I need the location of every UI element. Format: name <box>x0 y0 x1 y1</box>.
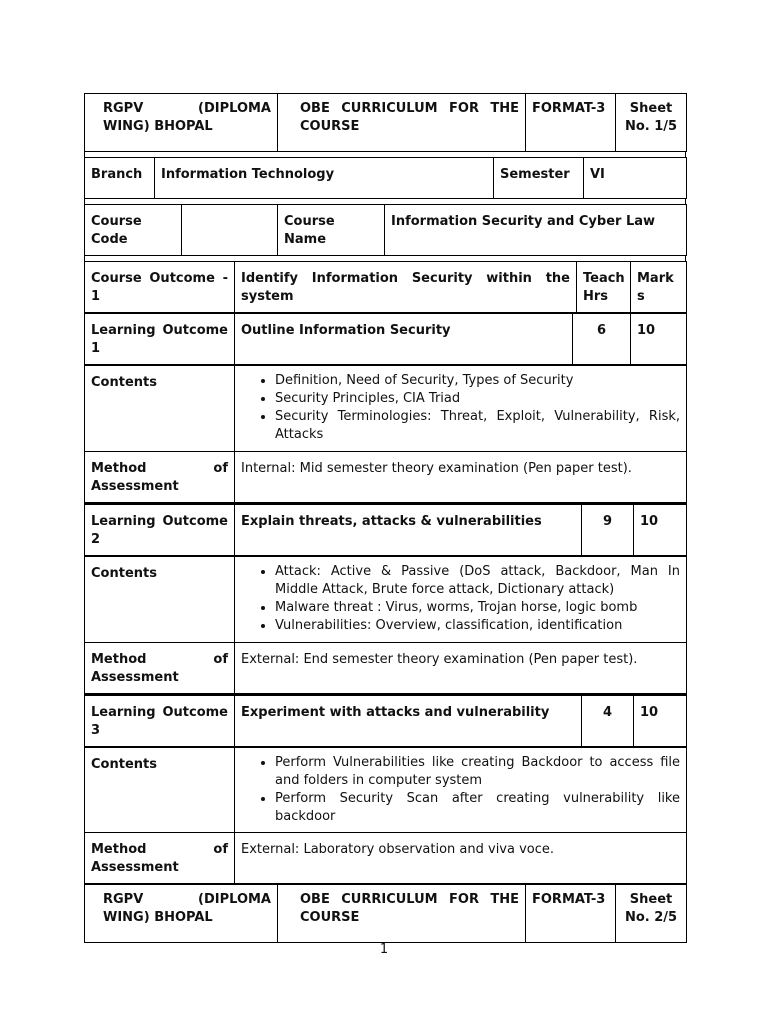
method-label-text: Method of Assessment <box>91 461 228 494</box>
lo2-contents-table <box>84 556 687 694</box>
course-outcome-table <box>84 261 687 313</box>
lo3-contents-label: Contents <box>85 748 235 833</box>
lo3-method-label <box>85 833 235 884</box>
course-name-label: Course Name <box>278 205 385 256</box>
header-table-2 <box>84 884 687 943</box>
lo2-method-value: External: End semester theory examination (Pen paper test). <box>235 643 687 694</box>
lo2-label: Learning Outcome 2 <box>85 504 235 556</box>
lo3-title: Experiment with attacks and vulnerability <box>235 695 582 747</box>
lo2-title: Explain threats, attacks & vulnerabilities <box>235 504 582 556</box>
lo1-title: Outline Information Security <box>235 314 573 365</box>
learning-outcome-2-table <box>84 503 687 556</box>
course-table <box>84 204 687 256</box>
learning-outcome-1-table <box>84 313 687 365</box>
course-code-label: Course Code <box>85 205 182 256</box>
list-item: • Perform Security Scan after creating vulnerability like backdoor <box>275 790 680 826</box>
lo2-method-label <box>85 643 235 694</box>
lo1-contents-table <box>84 365 687 503</box>
course-outcome-label: Course Outcome - 1 <box>85 262 235 313</box>
method-label-text: Method of Assessment <box>91 842 228 875</box>
curriculum-cell: OBE CURRICULUM FOR THE COURSE <box>278 94 526 152</box>
lo3-hrs: 4 <box>582 695 634 747</box>
lo2-marks: 10 <box>634 504 687 556</box>
curriculum-sheet <box>84 93 686 943</box>
course-name-value: Information Security and Cyber Law <box>385 205 687 256</box>
method-label-text: Method of Assessment <box>91 652 228 685</box>
header-table-1 <box>84 93 687 152</box>
list-item: • Security Principles, CIA Triad <box>275 390 680 408</box>
sheet-cell: Sheet No. 2/5 <box>616 885 687 943</box>
course-outcome-text: Identify Information Security within the system <box>235 262 577 313</box>
lo1-label: Learning Outcome 1 <box>85 314 235 365</box>
lo3-contents-list <box>241 754 680 826</box>
learning-outcome-3-table <box>84 694 687 747</box>
institute-cell: RGPV (DIPLOMA WING) BHOPAL <box>85 885 278 943</box>
lo1-contents-list <box>241 372 680 444</box>
lo3-method-value: External: Laboratory observation and viva voce. <box>235 833 687 884</box>
page-number: 1 <box>379 942 389 957</box>
lo1-method-label <box>85 452 235 503</box>
course-code-value <box>182 205 278 256</box>
curriculum-cell: OBE CURRICULUM FOR THE COURSE <box>278 885 526 943</box>
lo2-contents-list <box>241 563 680 635</box>
branch-label: Branch <box>85 158 155 199</box>
lo1-marks: 10 <box>631 314 687 365</box>
marks-label: Mark s <box>631 262 687 313</box>
institute-cell: RGPV (DIPLOMA WING) BHOPAL <box>85 94 278 152</box>
lo3-contents-table <box>84 747 687 884</box>
list-item: • Security Terminologies: Threat, Exploit, Vulnerability, Risk, Attacks <box>275 408 680 444</box>
format-cell: FORMAT-3 <box>526 94 616 152</box>
lo3-marks: 10 <box>634 695 687 747</box>
lo2-hrs: 9 <box>582 504 634 556</box>
sheet-cell: Sheet No. 1/5 <box>616 94 687 152</box>
semester-value: VI <box>584 158 687 199</box>
lo1-method-value: Internal: Mid semester theory examination (Pen paper test). <box>235 452 687 503</box>
list-item: • Vulnerabilities: Overview, classification, identification <box>275 617 680 635</box>
lo1-hrs: 6 <box>573 314 631 365</box>
list-item: • Perform Vulnerabilities like creating Backdoor to access file and folders in computer system <box>275 754 680 790</box>
format-cell: FORMAT-3 <box>526 885 616 943</box>
semester-label: Semester <box>494 158 584 199</box>
list-item: • Definition, Need of Security, Types of Security <box>275 372 680 390</box>
branch-value: Information Technology <box>155 158 494 199</box>
branch-table <box>84 157 687 199</box>
list-item: • Attack: Active & Passive (DoS attack, Backdoor, Man In Middle Attack, Brute force attack, Dictionary attack) <box>275 563 680 599</box>
teach-hrs-label: Teach Hrs <box>577 262 631 313</box>
lo2-contents-label: Contents <box>85 557 235 643</box>
list-item: • Malware threat : Virus, worms, Trojan horse, logic bomb <box>275 599 680 617</box>
lo1-contents-label: Contents <box>85 366 235 452</box>
lo3-label: Learning Outcome 3 <box>85 695 235 747</box>
